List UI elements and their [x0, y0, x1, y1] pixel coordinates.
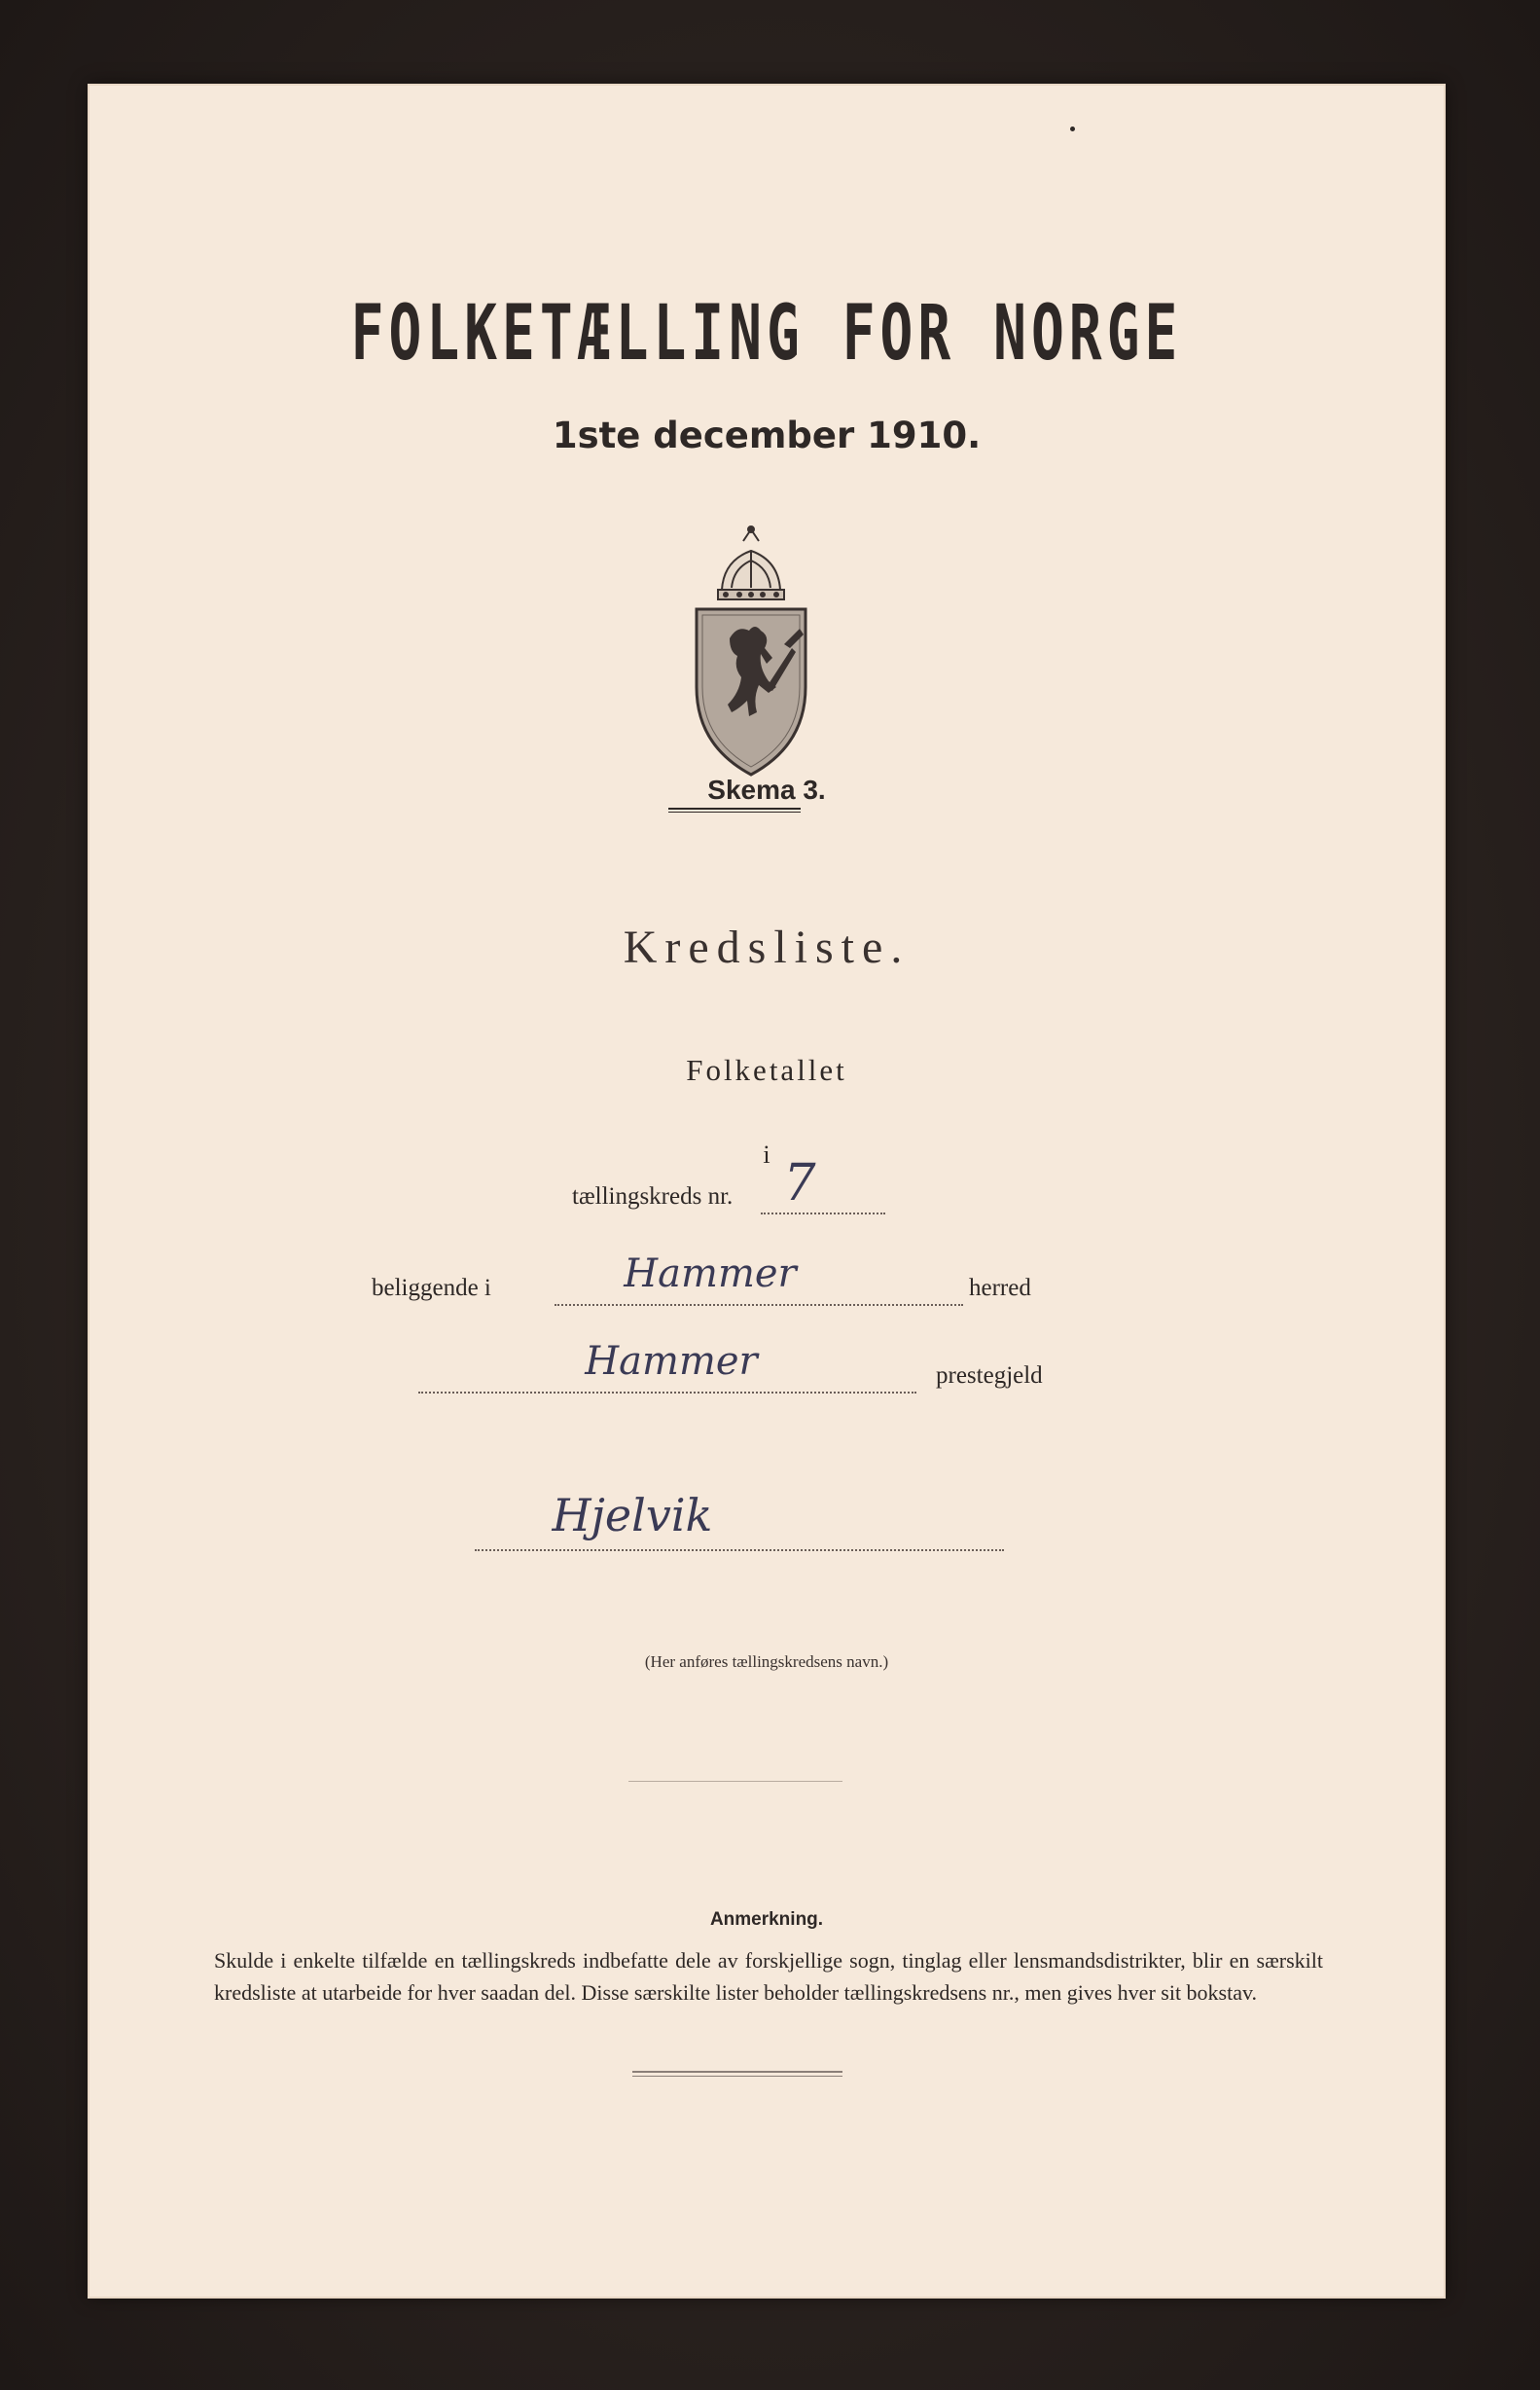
census-date: 1ste december 1910. [552, 415, 982, 456]
herred-handwritten: Hammer [624, 1251, 797, 1296]
navn-handwritten: Hjelvik [552, 1489, 713, 1541]
preposition-i: i [763, 1141, 770, 1169]
herred-dotted-line [555, 1304, 963, 1306]
form-subheading: Folketallet [686, 1053, 847, 1087]
navn-instruction: (Her anføres tællingskredsens navn.) [644, 1652, 889, 1671]
ink-fleck [1070, 127, 1075, 131]
prestegjeld-handwritten: Hammer [585, 1339, 758, 1384]
schema-underline-second [668, 812, 801, 813]
kreds-label: tællingskreds nr. [572, 1183, 734, 1210]
end-rule [632, 2071, 842, 2073]
prestegjeld-label: prestegjeld [936, 1362, 1043, 1389]
census-form-page [88, 84, 1446, 2299]
form-heading: Kredsliste. [623, 922, 911, 973]
end-rule-second [632, 2076, 842, 2077]
prestegjeld-dotted-line [418, 1392, 916, 1394]
anmerkning-text: Skulde i enkelte tilfælde en tællingskreds indbefatte dele av forskjellige sogn, tinglag eller lensmandsdistrikter, blir en særskilt kredsliste at utarbeide for hver saadan del. Disse særskilte lister beholder tællingskredsens nr., men gives hver sit bokstav. [214, 1948, 1323, 2005]
schema-number: Skema 3. [707, 775, 826, 805]
herred-label: herred [969, 1275, 1031, 1301]
kreds-number-handwritten: 7 [783, 1154, 816, 1213]
schema-underline [668, 808, 801, 810]
beliggende-label: beliggende i [372, 1275, 491, 1301]
navn-dotted-line [475, 1549, 1004, 1551]
norway-coat-of-arms-icon [683, 522, 819, 814]
section-divider [628, 1781, 842, 1782]
anmerkning-heading: Anmerkning. [709, 1909, 824, 1930]
page-title: FOLKETÆLLING FOR NORGE [350, 290, 1183, 378]
kreds-dotted-line [761, 1213, 885, 1214]
